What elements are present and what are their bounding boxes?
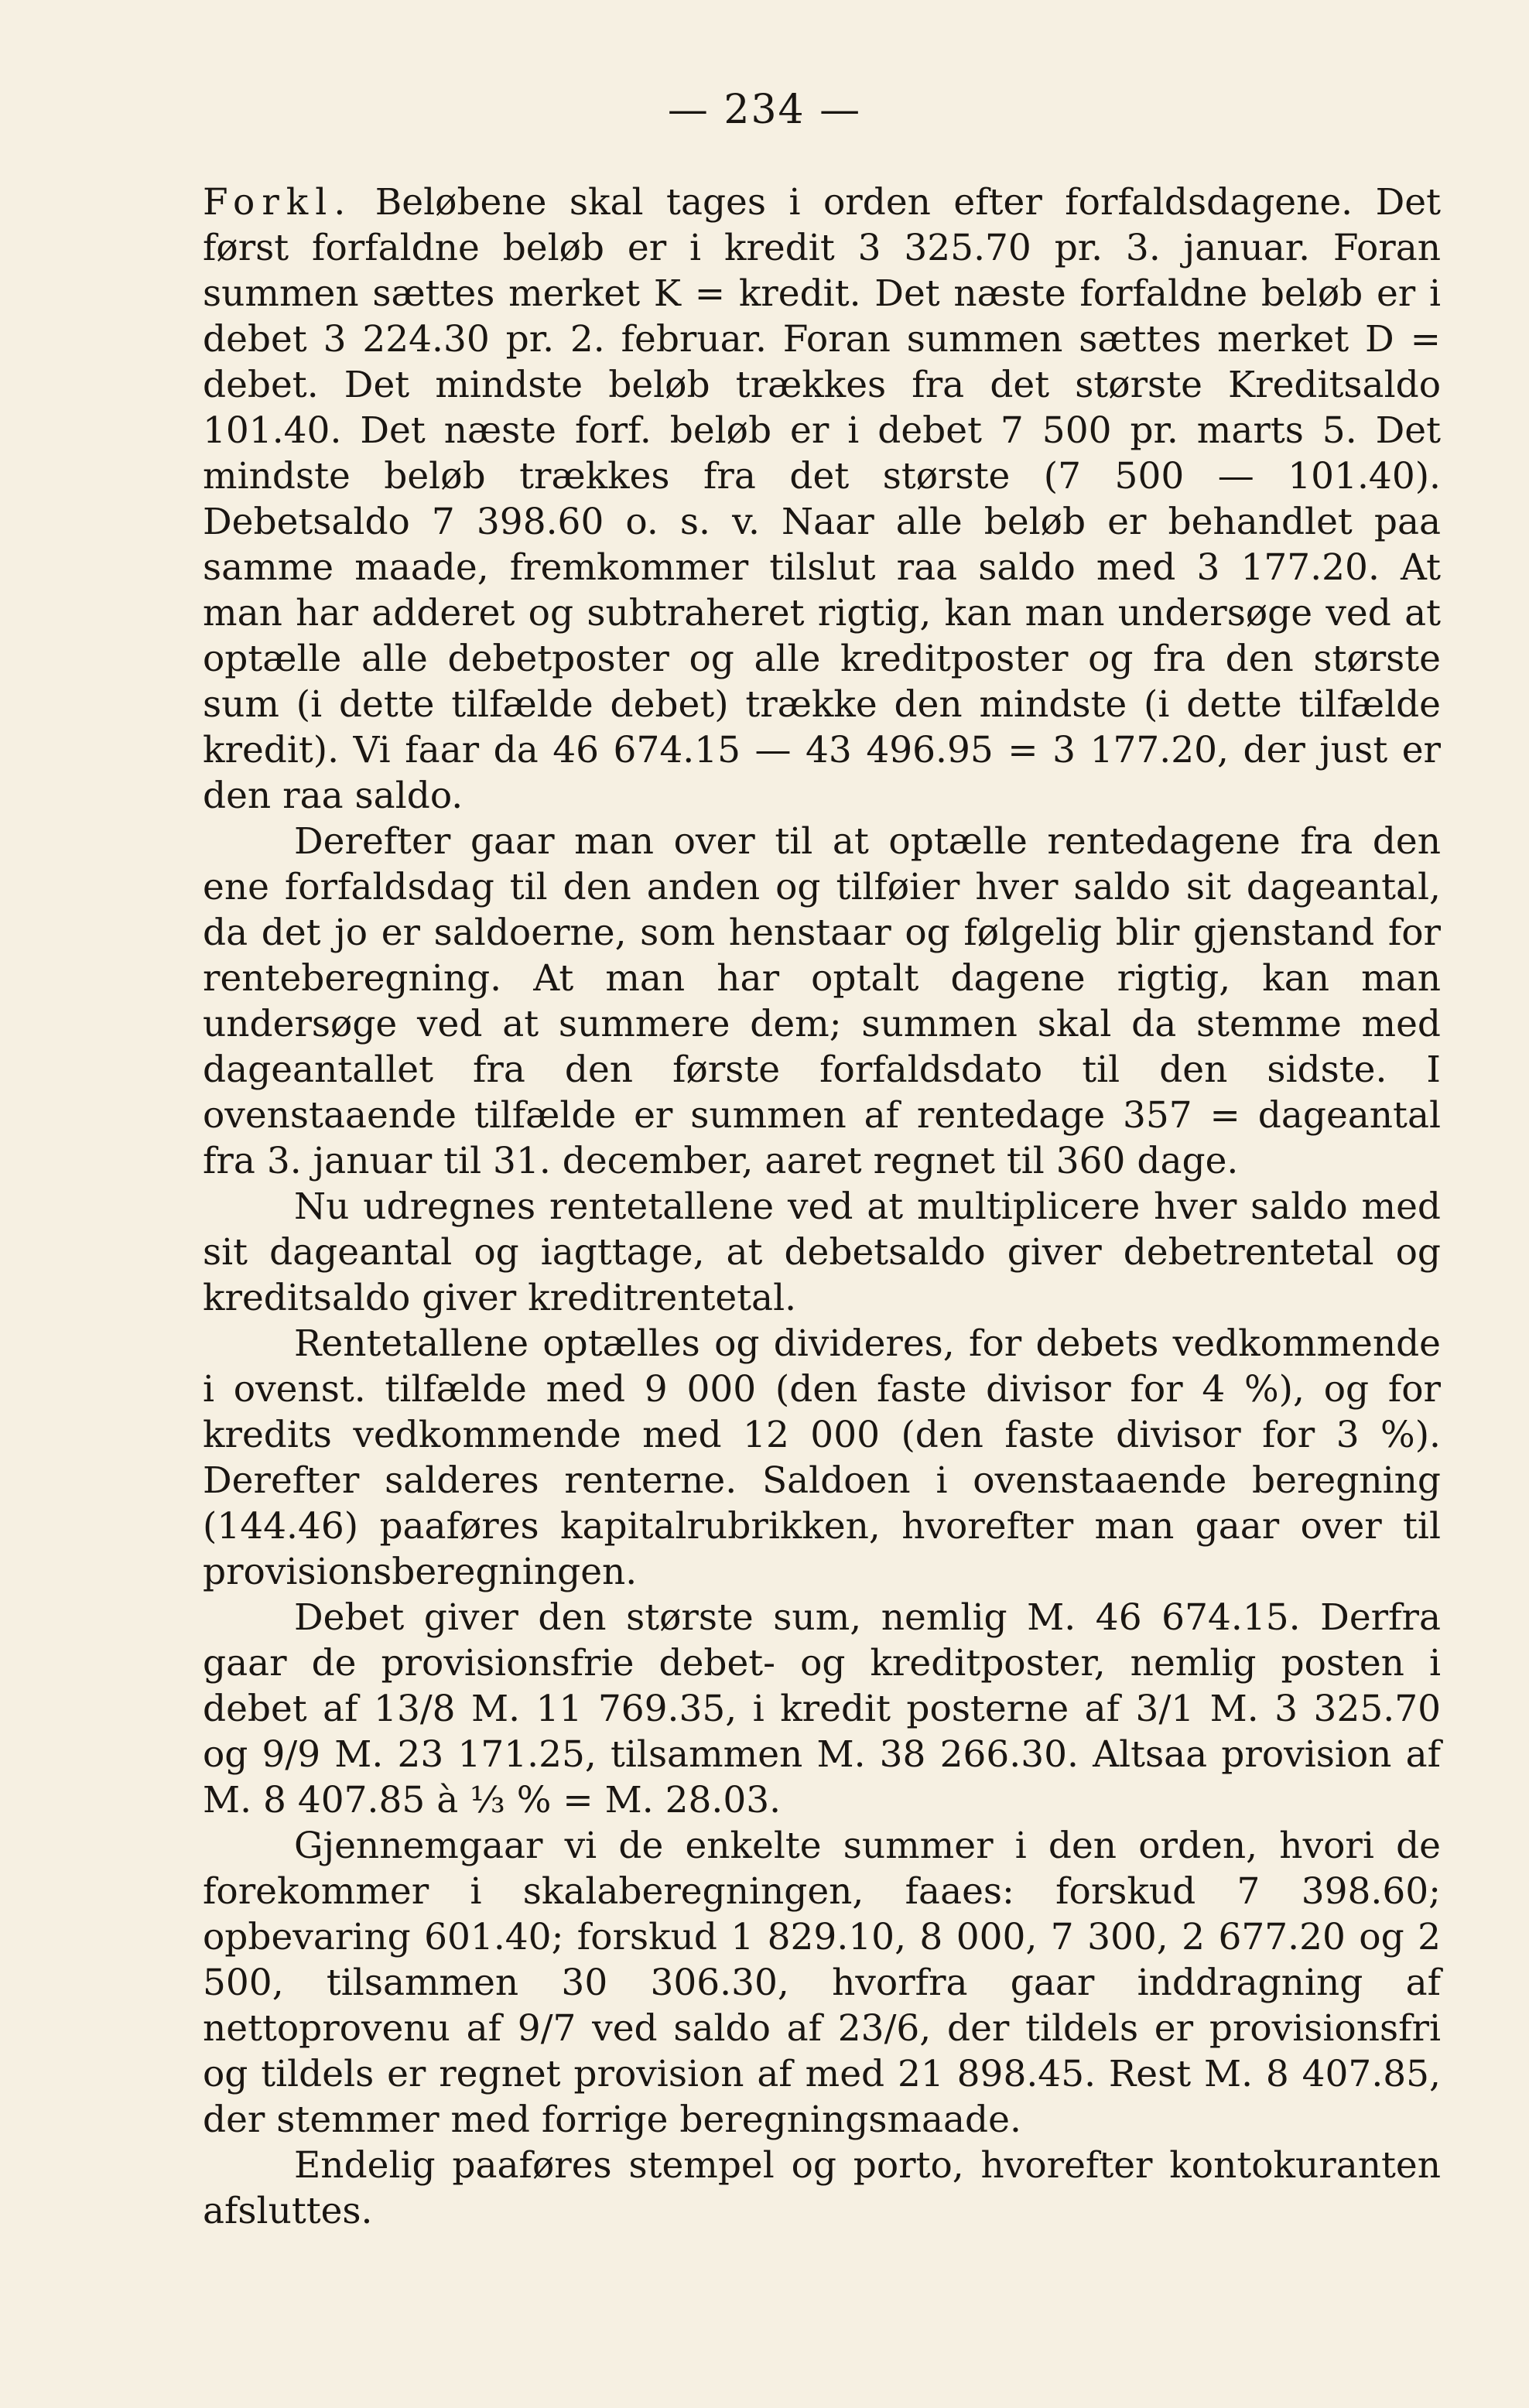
page-number: — 234 — <box>667 87 862 133</box>
paragraph-rentedage: Derefter gaar man over til at optælle rentedagene fra den ene forfaldsdag til den anden og tilføier hver saldo sit dageantal, da det jo er saldoerne, som henstaar og følgelig blir gjenstand for renteberegning. At man har optalt dagene rigtig, kan man undersøge ved at summere dem; summen skal da stemme med dageantallet fra den første forfaldsdato til den sidste. I ovenstaaende tilfælde er summen af rentedage 357 = dageantal fra 3. januar til 31. december, aaret regnet til 360 dage. <box>203 820 1441 1182</box>
body-text <box>203 180 1441 2234</box>
paragraph-rentetal: Nu udregnes rentetallene ved at multiplicere hver saldo med sit dageantal og iagttage, at debetsaldo giver debetrentetal og kreditsaldo giver kreditrentetal. <box>203 1185 1441 1319</box>
paragraph-renter: Rentetallene optælles og divideres, for debets vedkommende i ovenst. tilfælde med 9 000 (den faste divisor for 4 %), og for kredits vedkommende med 12 000 (den faste divisor for 3 %). Derefter salderes renterne. Saldoen i ovenstaaende beregning (144.46) paaføres kapitalrubrikken, hvorefter man gaar over til provisionsberegningen. <box>203 1322 1441 1593</box>
paragraph-afslutning: Endelig paaføres stempel og porto, hvorefter kontokuranten afsluttes. <box>203 2144 1441 2232</box>
paragraph-forkl <box>203 180 1441 819</box>
paragraph-gjennemgang: Gjennemgaar vi de enkelte summer i den orden, hvori de forekommer i skalaberegningen, faaes: forskud 7 398.60; opbevaring 601.40; forskud 1 829.10, 8 000, 7 300, 2 677.20 og 2 500, tilsammen 30 306.30, hvorfra gaar inddragning af nettoprovenu af 9/7 ved saldo af 23/6, der tildels er provisionsfri og tildels er regnet provision af med 21 898.45. Rest M. 8 407.85, der stemmer med forrige beregningsmaade. <box>203 1825 1441 2141</box>
paragraph-provision: Debet giver den største sum, nemlig M. 46 674.15. Derfra gaar de provisionsfrie debet- og kreditposter, nemlig posten i debet af 13/8 M. 11 769.35, i kredit posterne af 3/1 M. 3 325.70 og 9/9 M. 23 171.25, tilsammen M. 38 266.30. Altsaa provision af M. 8 407.85 à ⅓ % = M. 28.03. <box>203 1596 1441 1821</box>
paragraph-text: Beløbene skal tages i orden efter forfaldsdagene. Det først forfaldne beløb er i kredit 3 325.70 pr. 3. januar. Foran summen sættes merket K = kredit. Det næste forfaldne beløb er i debet 3 224.30 pr. 2. februar. Foran summen sættes merket D = debet. Det mindste beløb trækkes fra det største Kreditsaldo 101.40. Det næste forf. beløb er i debet 7 500 pr. marts 5. Det mindste beløb trækkes fra det største (7 500 — 101.40). Debetsaldo 7 398.60 o. s. v. Naar alle beløb er behandlet paa samme maade, fremkommer tilslut raa saldo med 3 177.20. At man har adderet og subtraheret rigtig, kan man undersøge ved at optælle alle debetposter og alle kreditposter og fra den største sum (i dette tilfælde debet) trække den mindste (i dette tilfælde kredit). Vi faar da 46 674.15 — 43 496.95 = 3 177.20, der just er den raa saldo. <box>203 181 1441 817</box>
paragraph-lead: Forkl. <box>203 181 353 224</box>
